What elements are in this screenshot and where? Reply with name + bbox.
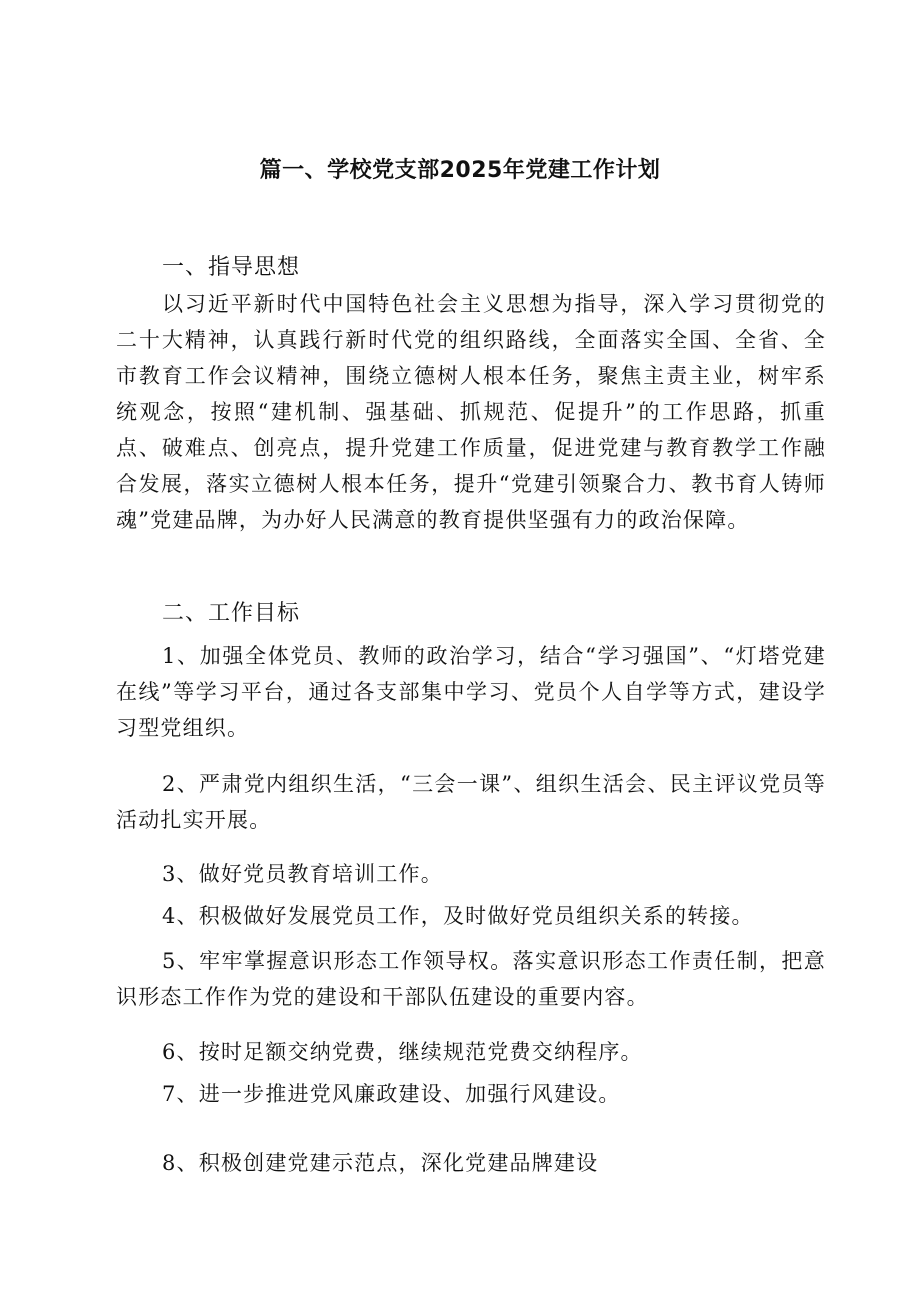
goal-item-8: 8、积极创建党建示范点，深化党建品牌建设 bbox=[162, 1151, 599, 1175]
section-heading-work-goals: 二、工作目标 bbox=[162, 601, 301, 626]
goal-item-3: 3、做好党员教育培训工作。 bbox=[162, 862, 443, 886]
goal-item-6: 6、按时足额交纳党费，继续规范党费交纳程序。 bbox=[162, 1040, 643, 1064]
goal-item-2: 2、严肃党内组织生活，“三会一课”、组织生活会、民主评议党员等活动扎实开展。 bbox=[116, 772, 826, 832]
goal-item-4: 4、积极做好发展党员工作，及时做好党员组织关系的转接。 bbox=[162, 904, 754, 928]
document-title: 篇一、学校党支部2025年党建工作计划 bbox=[259, 158, 661, 183]
section-heading-guiding-ideology: 一、指导思想 bbox=[162, 255, 301, 280]
goal-item-1: 1、加强全体党员、教师的政治学习，结合“学习强国”、“灯塔党建在线”等学习平台，通过各支部集中学习、党员个人自学等方式，建设学习型党组织。 bbox=[116, 644, 826, 740]
guiding-ideology-paragraph: 以习近平新时代中国特色社会主义思想为指导，深入学习贯彻党的二十大精神，认真践行新时代党的组织路线，全面落实全国、全省、全市教育工作会议精神，围绕立德树人根本任务，聚焦主责主业，树牢系统观念，按照“建机制、强基础、抓规范、促提升”的工作思路，抓重点、破难点、创亮点，提升党建工作质量，促进党建与教育教学工作融合发展，落实立德树人根本任务，提升“党建引领聚合力、教书育人铸师魂”党建品牌，为办好人民满意的教育提供坚强有力的政治保障。 bbox=[116, 292, 826, 532]
goal-item-7: 7、进一步推进党风廉政建设、加强行风建设。 bbox=[162, 1082, 621, 1106]
goal-item-5: 5、牢牢掌握意识形态工作领导权。落实意识形态工作责任制，把意识形态工作作为党的建设和干部队伍建设的重要内容。 bbox=[116, 949, 826, 1009]
